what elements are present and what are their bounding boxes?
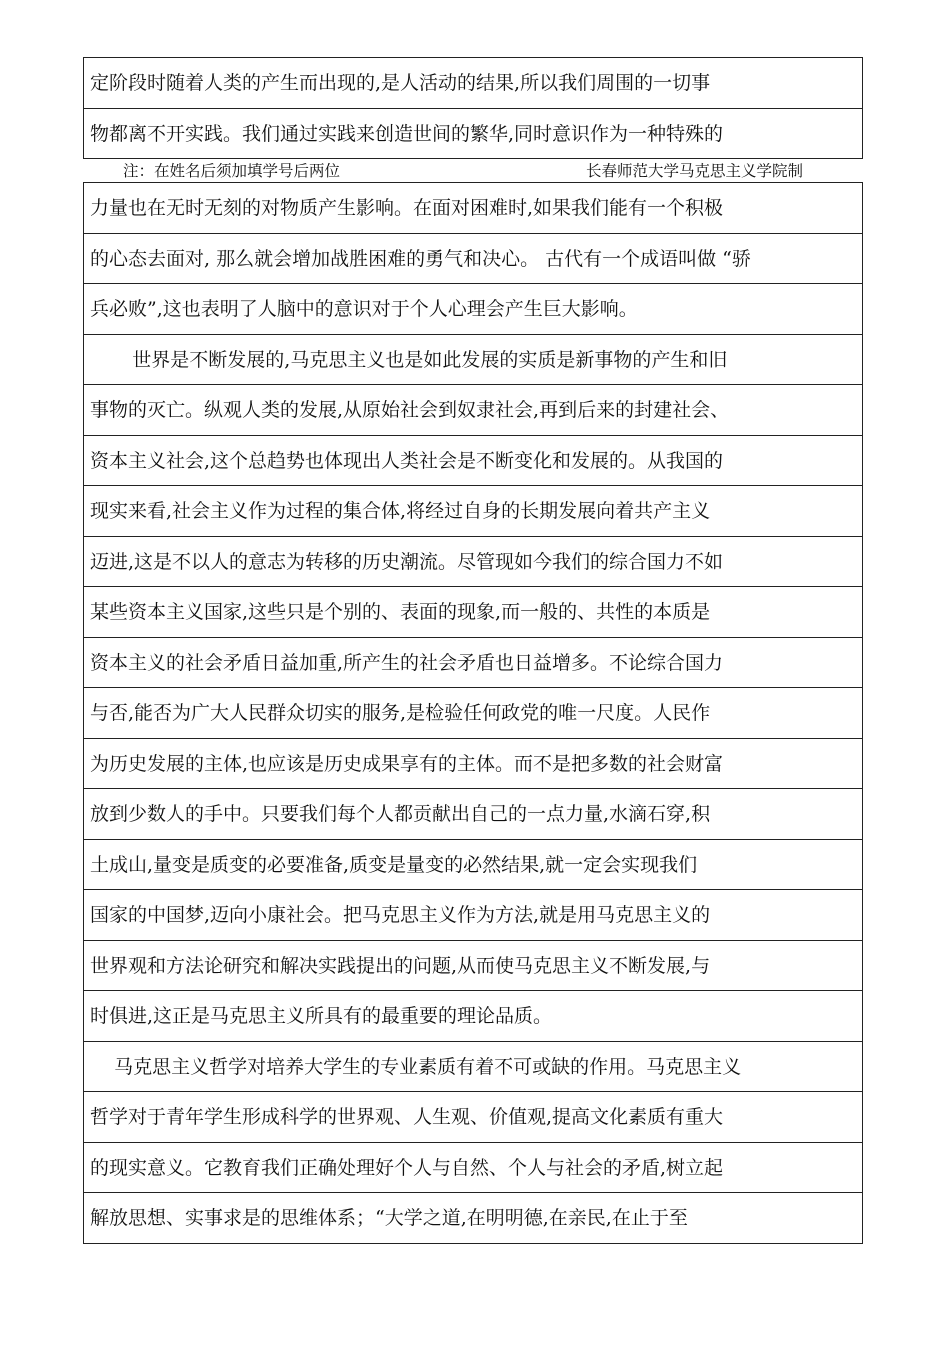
essay-line: 放到少数人的手中。只要我们每个人都贡献出自己的一点力量,水滴石穿,积 — [84, 789, 862, 840]
note-instruction: 注：在姓名后须加填学号后两位 — [123, 162, 341, 180]
essay-table-top — [83, 57, 863, 159]
essay-line: 力量也在无时无刻的对物质产生影响。在面对困难时,如果我们能有一个积极 — [84, 183, 862, 234]
essay-line: 与否,能否为广大人民群众切实的服务,是检验任何政党的唯一尺度。人民作 — [84, 688, 862, 739]
footer-note — [83, 160, 863, 182]
essay-line: 世界是不断发展的,马克思主义也是如此发展的实质是新事物的产生和旧 — [84, 335, 862, 386]
essay-line: 资本主义的社会矛盾日益加重,所产生的社会矛盾也日益增多。不论综合国力 — [84, 638, 862, 689]
essay-line: 土成山,量变是质变的必要准备,质变是量变的必然结果,就一定会实现我们 — [84, 840, 862, 891]
essay-line: 兵必败”,这也表明了人脑中的意识对于个人心理会产生巨大影响。 — [84, 284, 862, 335]
essay-line: 的现实意义。它教育我们正确处理好个人与自然、个人与社会的矛盾,树立起 — [84, 1143, 862, 1194]
essay-line: 世界观和方法论研究和解决实践提出的问题,从而使马克思主义不断发展,与 — [84, 941, 862, 992]
essay-line: 哲学对于青年学生形成科学的世界观、人生观、价值观,提高文化素质有重大 — [84, 1092, 862, 1143]
essay-line: 为历史发展的主体,也应该是历史成果享有的主体。而不是把多数的社会财富 — [84, 739, 862, 790]
essay-line: 事物的灭亡。纵观人类的发展,从原始社会到奴隶社会,再到后来的封建社会、 — [84, 385, 862, 436]
essay-line: 资本主义社会,这个总趋势也体现出人类社会是不断变化和发展的。从我国的 — [84, 436, 862, 487]
essay-table-main — [83, 182, 863, 1244]
note-institution: 长春师范大学马克思主义学院制 — [585, 162, 803, 180]
essay-line: 某些资本主义国家,这些只是个别的、表面的现象,而一般的、共性的本质是 — [84, 587, 862, 638]
essay-line: 的心态去面对, 那么就会增加战胜困难的勇气和决心。 古代有一个成语叫做 “骄 — [84, 234, 862, 285]
essay-line: 迈进,这是不以人的意志为转移的历史潮流。尽管现如今我们的综合国力不如 — [84, 537, 862, 588]
essay-line: 时俱进,这正是马克思主义所具有的最重要的理论品质。 — [84, 991, 862, 1042]
essay-line: 现实来看,社会主义作为过程的集合体,将经过自身的长期发展向着共产主义 — [84, 486, 862, 537]
essay-line: 物都离不开实践。我们通过实践来创造世间的繁华,同时意识作为一种特殊的 — [84, 109, 862, 160]
essay-line: 国家的中国梦,迈向小康社会。把马克思主义作为方法,就是用马克思主义的 — [84, 890, 862, 941]
essay-line: 解放思想、实事求是的思维体系；“大学之道,在明明德,在亲民,在止于至 — [84, 1193, 862, 1244]
essay-line: 定阶段时随着人类的产生而出现的,是人活动的结果,所以我们周围的一切事 — [84, 58, 862, 109]
essay-line: 马克思主义哲学对培养大学生的专业素质有着不可或缺的作用。马克思主义 — [84, 1042, 862, 1093]
